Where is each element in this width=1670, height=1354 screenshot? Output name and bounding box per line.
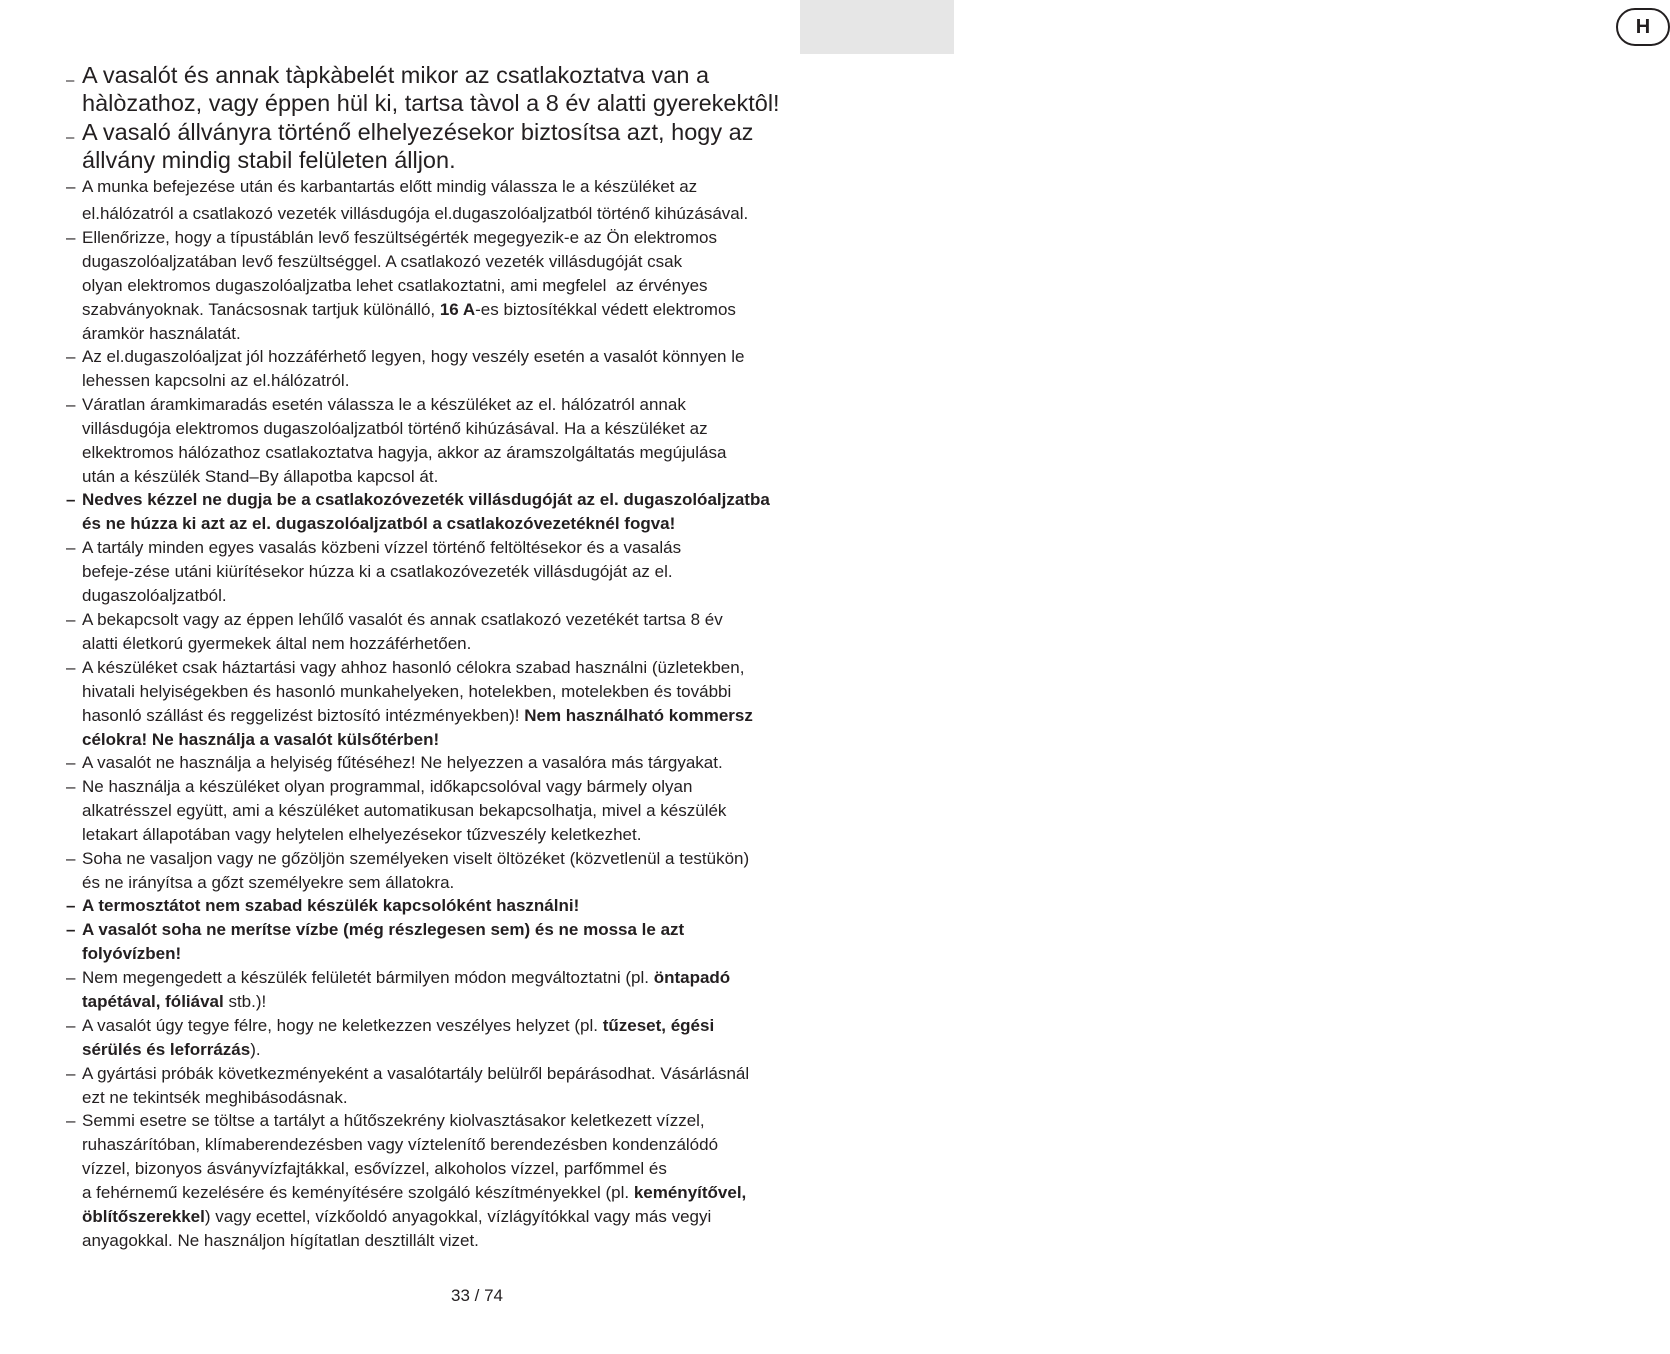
list-item: – A gyártási próbák következményeként a vasalótartály belülről bepárásodhat. Vásárlásnál ezt ne tekintsék meghibásodásnak. bbox=[66, 1064, 750, 1107]
page-number: 33 / 74 bbox=[451, 1286, 503, 1305]
list-item: – A vasalót ne használja a helyiség fűtéséhez! Ne helyezzen a vasalóra más tárgyakat. bbox=[66, 753, 723, 772]
list-item: – Nem megengedett a készülék felületét bármilyen módon megváltoztatni (pl. öntapadó tapétával, fóliával stb.)! bbox=[66, 968, 731, 1011]
list-item: – Semmi esetre se töltse a tartályt a hűtőszekrény kiolvasztásakor keletkezett vízzel, ruhaszárítóban, klímaberendezésben vagy víztelenítő berendezésben kondenzálódó vízzel, bizonyos ásványvízfajtákkal, esővízzel, alkoholos vízzel, parfőmmel és a fehérnemű kezelésére és keményítésére szolgáló készítményekkel (pl. keményítővel, öblítőszerekkel) vagy ecettel, vízkőoldó anyagokkal, vízlágyítókkal vagy más vegyi anyagokkal. Ne használjon hígítatlan desztillált vizet. bbox=[66, 1111, 747, 1250]
list-item: – A tartály minden egyes vasalás közbeni vízzel történő feltöltésekor és a vasalás befeje-zése utáni kiürítésekor húzza ki a csatlakozóvezeték villásdugóját az el. dugaszolóaljzatból. bbox=[66, 538, 682, 605]
list-item: – Váratlan áramkimaradás esetén válassza le a készüléket az el. hálózatról annak villásdugója elektromos dugaszolóaljzatból történő kihúzásával. Ha a készüléket az elkektromos hálózathoz csatlakoztatva hagyja, akkor az áramszolgáltatás megújulása után a készülék Stand–By állapotba kapcsol át. bbox=[66, 395, 727, 486]
list-item: – A készüléket csak háztartási vagy ahhoz hasonló célokra szabad használni (üzletekben, hivatali helyiségekben és hasonló munkahelyeken, hotelekben, motelekben és további hasonló szállást és reggelizést biztosító intézményekben)! Nem használható kommersz célokra! Ne használja a vasalót külsőtérben! bbox=[66, 658, 753, 749]
list-item: – A vasalót úgy tegye félre, hogy ne keletkezzen veszélyes helyzet (pl. tűzeset, égési sérülés és leforrázás). bbox=[66, 1016, 715, 1059]
list-item: – Soha ne vasaljon vagy ne gőzöljön személyeken viselt öltözéket (közvetlenül a testükön) és ne irányítsa a gőzt személyekre sem állatokra. bbox=[66, 849, 750, 892]
list-item: – Nedves kézzel ne dugja be a csatlakozóvezeték villásdugóját az el. dugaszolóaljzatba és ne húzza ki azt az el. dugaszolóaljzatból a csatlakozóvezetéknél fogva! bbox=[66, 490, 770, 533]
list-item: – A vasalót soha ne merítse vízbe (még részlegesen sem) és ne mossa le azt folyóvízben! bbox=[66, 920, 685, 963]
list-item: – A munka befejezése után és karbantartás előtt mindig válassza le a készüléket az el.hálózatról a csatlakozó vezeték villásdugója el.dugaszolóaljzatból történő kihúzásával. bbox=[66, 177, 749, 223]
list-item: – A bekapcsolt vagy az éppen lehűlő vasalót és annak csatlakozó vezetékét tartsa 8 év alatti életkorú gyermekek által nem hozzáférhetően. bbox=[66, 610, 723, 653]
list-item: – A vasaló állványra történő elhelyezésekor biztosítsa azt, hogy az állvány mindig stabil felületen álljon. bbox=[66, 119, 754, 173]
list-item: – Az el.dugaszolóaljzat jól hozzáférhető legyen, hogy veszély esetén a vasalót könnyen le lehessen kapcsolni az el.hálózatról. bbox=[66, 347, 745, 390]
language-badge: H bbox=[1616, 8, 1670, 46]
list-item: – Ne használja a készüléket olyan programmal, időkapcsolóval vagy bármely olyan alkatrésszel együtt, ami a készüléket automatikusan bekapcsolhatja, mivel a készülék letakart állapotában vagy helytelen elhelyezésekor tűzveszély keletkezhet. bbox=[66, 777, 727, 844]
list-item: – A vasalót és annak tàpkàbelét mikor az csatlakoztatva van a hàlòzathoz, vagy éppen hül ki, tartsa tàvol a 8 év alatti gyerekektôl! bbox=[66, 62, 780, 116]
language-tab bbox=[800, 0, 1651, 54]
list-item: – Ellenőrizze, hogy a típustáblán levő feszültségérték megegyezik-e az Ön elektromos dugaszolóaljzatában levő feszültséggel. A csatlakozó vezeték villásdugóját csak olyan elektromos dugaszolóaljzatba lehet csatlakoztatni, ami megfelel az érvényes szabványoknak. Tanácsosnak tartjuk különálló, 16 A-es biztosítékkal védett elektromos áramkör használatát. bbox=[66, 228, 736, 343]
list-item: – A termosztátot nem szabad készülék kapcsolóként használni! bbox=[66, 896, 580, 915]
